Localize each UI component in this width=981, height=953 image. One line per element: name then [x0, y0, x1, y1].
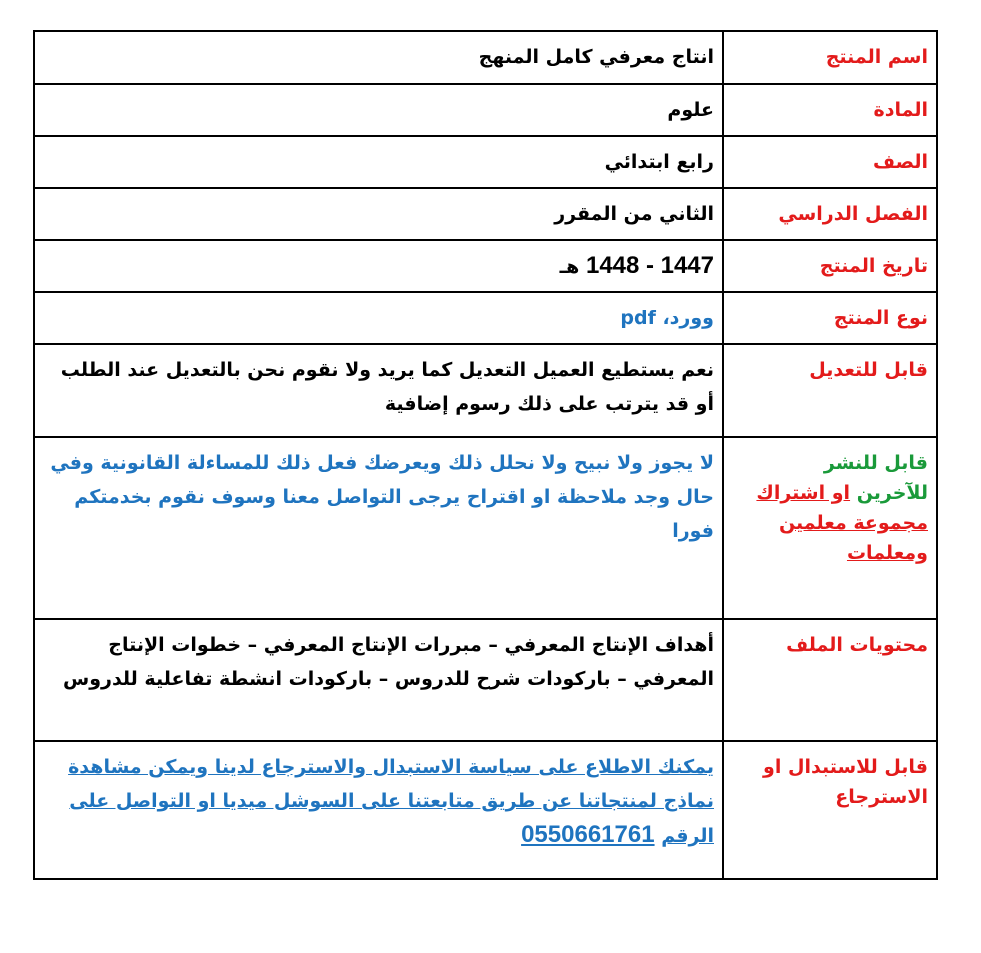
row-label: قابل للاستبدال او الاسترجاع	[723, 741, 937, 879]
table-row	[34, 292, 937, 344]
row-label	[723, 437, 937, 619]
row-value: نعم يستطيع العميل التعديل كما يريد ولا نقوم نحن بالتعديل عند الطلب أو قد يترتب على ذلك رسوم إضافية	[34, 344, 723, 437]
year-start: 1447	[660, 252, 714, 279]
policy-link[interactable]: يمكنك الاطلاع على سياسة الاستبدال والاسترجاع لدينا ويمكن مشاهدة نماذج لمنتجاتنا عن طريق متابعتنا على السوشل ميديا او التواصل على الرقم	[68, 756, 714, 847]
row-label: قابل للتعديل	[723, 344, 937, 437]
table-row	[34, 619, 937, 741]
label-part: للآخرين	[856, 482, 928, 504]
row-value	[34, 741, 723, 879]
table-row	[34, 31, 937, 84]
row-label: الفصل الدراسي	[723, 188, 937, 240]
product-info-table	[33, 30, 938, 880]
table-row	[34, 240, 937, 292]
year-end: 1448	[585, 252, 640, 279]
row-value: انتاج معرفي كامل المنهج	[34, 31, 723, 84]
label-part: مجموعة معلمين ومعلمات	[778, 512, 928, 564]
row-label: محتويات الملف	[723, 619, 937, 741]
row-value	[34, 240, 723, 292]
table-row	[34, 437, 937, 619]
label-part: قابل للنشر	[823, 452, 928, 474]
row-value: الثاني من المقرر	[34, 188, 723, 240]
table-row	[34, 741, 937, 879]
year-separator: -	[645, 252, 654, 279]
row-value: علوم	[34, 84, 723, 136]
row-value: رابع ابتدائي	[34, 136, 723, 188]
row-label: اسم المنتج	[723, 31, 937, 84]
table-row	[34, 136, 937, 188]
row-label: تاريخ المنتج	[723, 240, 937, 292]
row-label: المادة	[723, 84, 937, 136]
table-row	[34, 188, 937, 240]
label-part: او اشتراك	[756, 482, 851, 504]
row-value: أهداف الإنتاج المعرفي – مبررات الإنتاج المعرفي – خطوات الإنتاج المعرفي – باركودات شرح للدروس – باركودات انشطة تفاعلية للدروس	[34, 619, 723, 741]
phone-number[interactable]: 0550661761	[521, 821, 655, 848]
row-label: نوع المنتج	[723, 292, 937, 344]
table-row	[34, 84, 937, 136]
row-value: لا يجوز ولا نبيح ولا نحلل ذلك ويعرضك فعل ذلك للمساءلة القانونية وفي حال وجد ملاحظة او اقتراح يرجى التواصل معنا وسوف نقوم بخدمتكم فورا	[34, 437, 723, 619]
table-row	[34, 344, 937, 437]
row-label: الصف	[723, 136, 937, 188]
hijri-suffix: هـ	[559, 256, 580, 278]
row-value: وورد، pdf	[34, 292, 723, 344]
